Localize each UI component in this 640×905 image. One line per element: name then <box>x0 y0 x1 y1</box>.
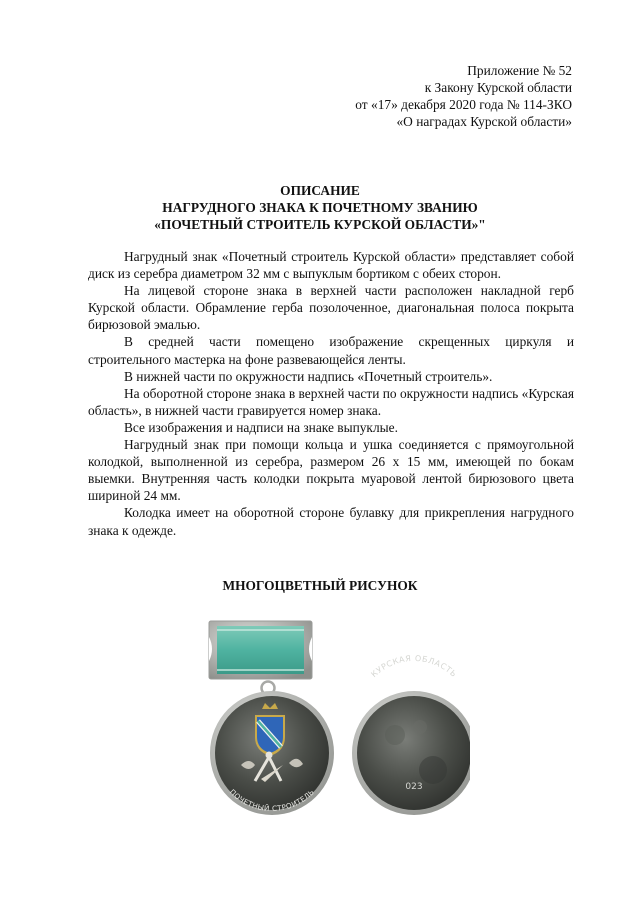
title-line-1: ОПИСАНИЕ <box>280 183 360 198</box>
medal-front <box>210 691 334 815</box>
paragraph-5: На оборотной стороне знака в верхней части по окружности надпись «Курская область», в нижней части гравируется номер знака. <box>88 385 574 418</box>
paragraph-6: Все изображения и надписи на знаке выпуклые. <box>124 419 398 435</box>
medal-illustration <box>195 605 470 835</box>
front-inscription: ПОЧЕТНЫЙ СТРОИТЕЛЬ <box>227 787 317 814</box>
section-heading: МНОГОЦВЕТНЫЙ РИСУНОК <box>222 578 418 593</box>
title-line-3: «ПОЧЕТНЫЙ СТРОИТЕЛЬ КУРСКОЙ ОБЛАСТИ»" <box>154 217 486 232</box>
document-title <box>0 182 640 233</box>
paragraph-2: На лицевой стороне знака в верхней части расположен накладной герб Курской области. Обрамление герба позолоченное, диагональная полоса покрыта бирюзовой эмалью. <box>88 283 574 333</box>
appendix-law-date: от «17» декабря 2020 года № 114-ЗКО <box>355 97 572 112</box>
medal-back <box>352 654 470 815</box>
ribbon-bar <box>209 621 312 679</box>
back-inscription: КУРСКАЯ ОБЛАСТЬ <box>369 653 459 680</box>
medal-number: 023 <box>405 782 423 792</box>
description-body <box>88 248 574 539</box>
appendix-number: Приложение № 52 <box>467 63 572 78</box>
appendix-header <box>355 62 572 130</box>
paragraph-8: Колодка имеет на оборотной стороне булавку для прикрепления нагрудного знака к одежде. <box>88 505 574 538</box>
appendix-law-title: «О наградах Курской области» <box>396 114 572 129</box>
title-line-2: НАГРУДНОГО ЗНАКА К ПОЧЕТНОМУ ЗВАНИЮ <box>162 200 478 215</box>
svg-text:КУРСКАЯ ОБЛАСТЬ <box>369 654 458 679</box>
paragraph-4: В нижней части по окружности надпись «Почетный строитель». <box>124 368 493 384</box>
paragraph-7: Нагрудный знак при помощи кольца и ушка соединяется с прямоугольной колодкой, выполненной из серебра, размером 26 х 15 мм, имеющей по бокам выемки. Внутренняя часть колодки покрыта муаровой лентой бирюзового цвета шириной 24 мм. <box>88 437 574 504</box>
appendix-law-ref: к Закону Курской области <box>424 80 572 95</box>
paragraph-1: Нагрудный знак «Почетный строитель Курской области» представляет собой диск из серебра диаметром 32 мм с выпуклым бортиком с обеих сторон. <box>88 249 574 282</box>
paragraph-3: В средней части помещено изображение скрещенных циркуля и строительного мастерка на фоне развевающейся ленты. <box>88 334 574 367</box>
